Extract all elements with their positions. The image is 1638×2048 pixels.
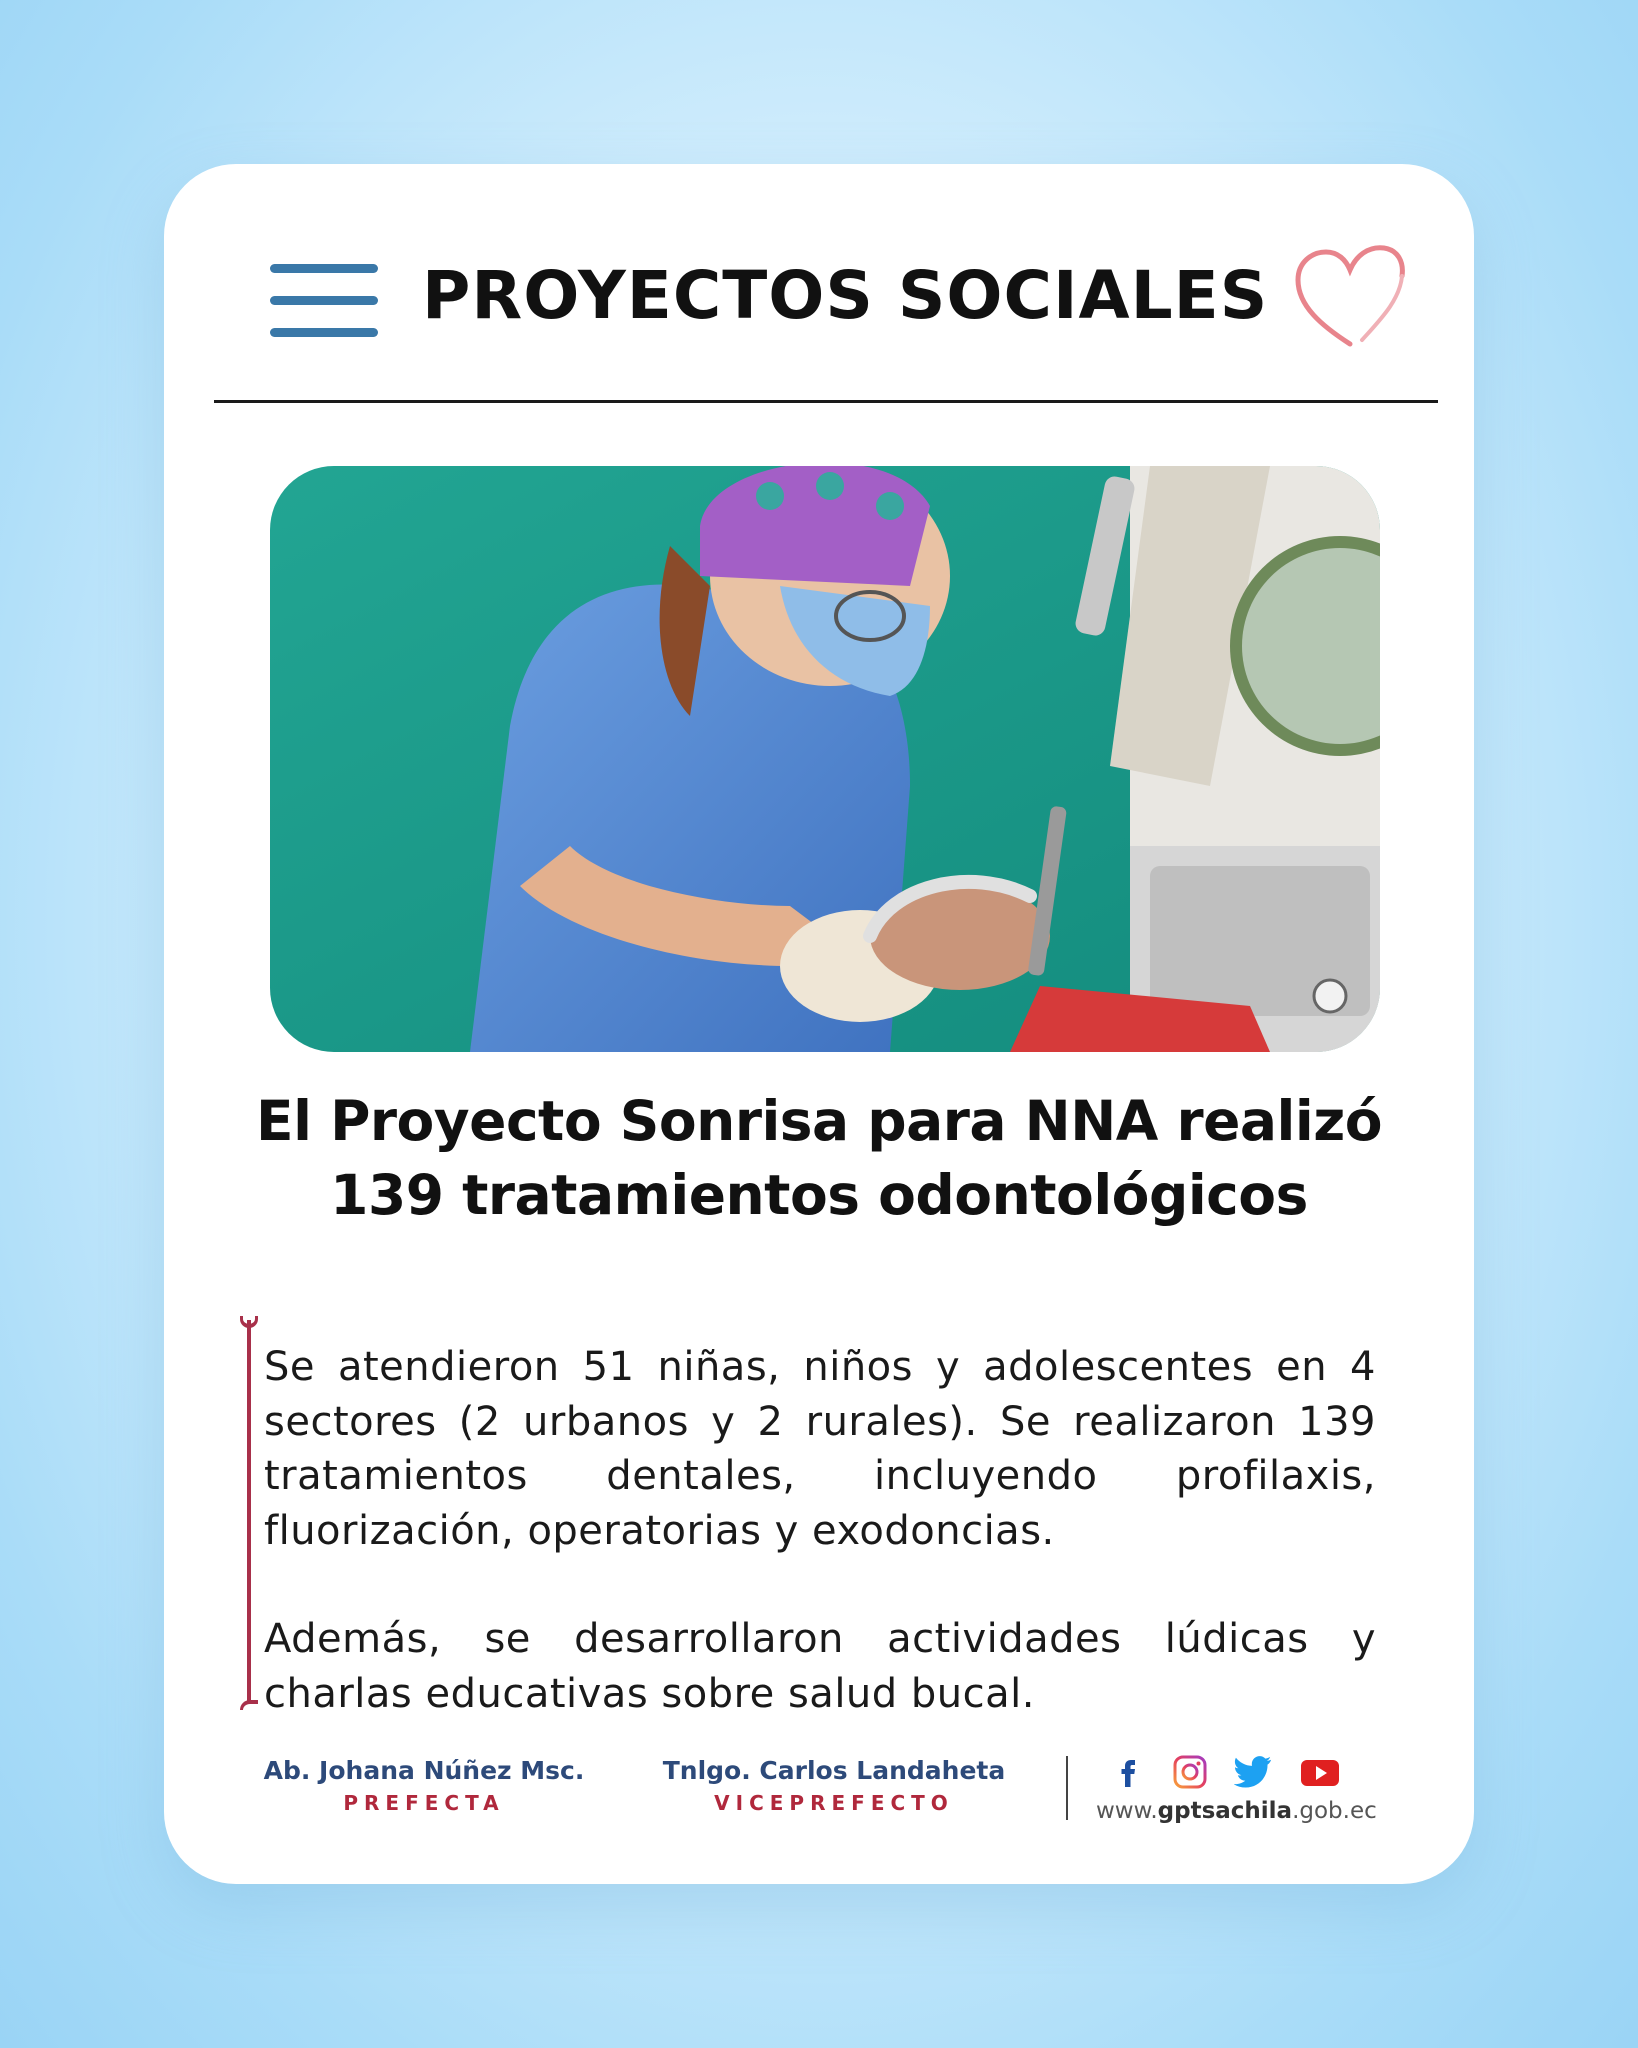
official-role: VICEPREFECTO	[714, 1791, 954, 1815]
body-rule-bottom-cap	[240, 1700, 258, 1710]
article-headline: El Proyecto Sonrisa para NNA realizó 139 tratamientos odontológicos	[256, 1089, 1382, 1227]
official-name: Ab. Johana Núñez Msc.	[263, 1756, 585, 1785]
website-domain: gptsachila	[1157, 1798, 1293, 1824]
footer	[164, 1754, 1474, 1854]
heart-outline-icon	[1292, 244, 1408, 354]
instagram-icon[interactable]	[1172, 1754, 1208, 1790]
social-links	[1104, 1754, 1404, 1794]
article-body	[264, 1340, 1376, 1721]
website-suffix: .gob.ec	[1292, 1798, 1377, 1824]
page-title: PROYECTOS SOCIALES	[422, 257, 1269, 334]
article-paragraph: Se atendieron 51 niñas, niños y adolescentes en 4 sectores (2 urbanos y 2 rurales). Se realizaron 139 tratamientos dentales, incluyendo profilaxis, fluorización, operatorias y exodoncias.	[264, 1344, 1376, 1554]
hamburger-menu-icon[interactable]	[270, 264, 378, 340]
website-link[interactable]	[1096, 1798, 1377, 1824]
header-divider	[214, 400, 1438, 403]
website-prefix: www.	[1096, 1798, 1158, 1824]
post-card	[164, 164, 1474, 1884]
header	[164, 164, 1474, 404]
twitter-icon[interactable]	[1234, 1754, 1274, 1790]
footer-divider	[1066, 1756, 1068, 1820]
official-name: Tnlgo. Carlos Landaheta	[662, 1756, 1006, 1785]
official-role: PREFECTA	[343, 1791, 505, 1815]
youtube-icon[interactable]	[1300, 1754, 1340, 1790]
facebook-icon[interactable]	[1110, 1754, 1146, 1790]
body-accent-rule	[247, 1320, 251, 1704]
article-paragraph: Además, se desarrollaron actividades lúdicas y charlas educativas sobre salud bucal.	[264, 1616, 1376, 1717]
official-prefecta	[256, 1754, 592, 1818]
official-viceprefecto	[654, 1754, 1014, 1818]
dental-treatment-photo	[270, 466, 1380, 1052]
